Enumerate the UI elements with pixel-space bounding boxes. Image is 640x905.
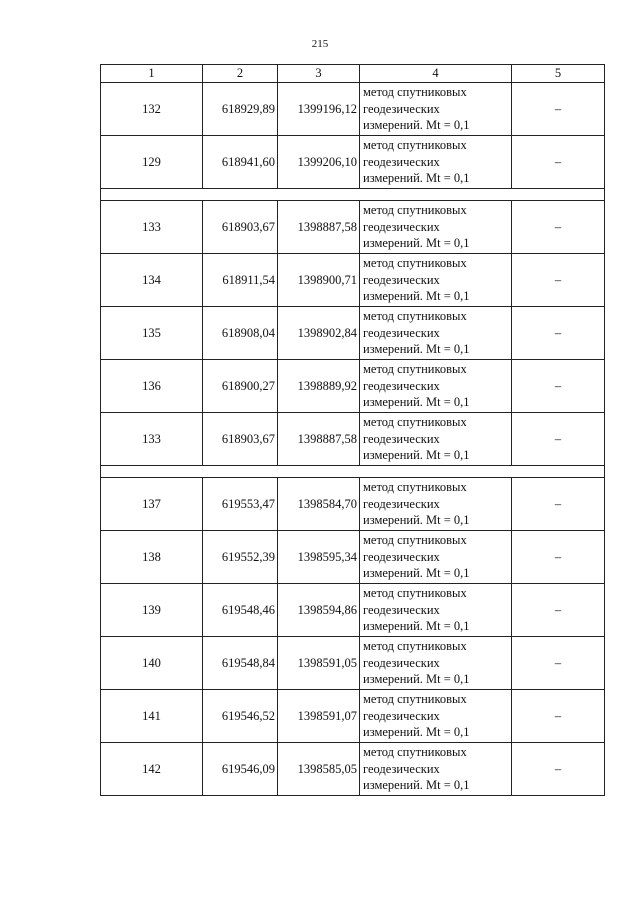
method-line: измерений. Mt = 0,1 (363, 672, 470, 687)
point-number-cell: 133 (101, 201, 203, 254)
method-line: геодезических (363, 655, 440, 670)
table-row (101, 201, 605, 254)
separator-cell (101, 466, 605, 478)
method-line: метод спутниковых (363, 639, 467, 654)
y-coordinate-cell: 1398584,70 (278, 478, 360, 531)
method-cell (360, 413, 512, 466)
x-coordinate-cell: 619546,09 (203, 743, 278, 796)
method-line: измерений. Mt = 0,1 (363, 619, 470, 634)
x-coordinate-cell: 618929,89 (203, 83, 278, 136)
y-coordinate-cell: 1398591,05 (278, 637, 360, 690)
y-coordinate-cell: 1399196,12 (278, 83, 360, 136)
method-cell (360, 201, 512, 254)
point-number-cell: 134 (101, 254, 203, 307)
table-row (101, 531, 605, 584)
method-cell (360, 254, 512, 307)
method-line: геодезических (363, 272, 440, 287)
method-line: метод спутниковых (363, 415, 467, 430)
method-line: измерений. Mt = 0,1 (363, 566, 470, 581)
method-cell (360, 690, 512, 743)
method-cell (360, 584, 512, 637)
header-col-4: 4 (360, 65, 512, 83)
y-coordinate-cell: 1399206,10 (278, 136, 360, 189)
method-line: измерений. Mt = 0,1 (363, 236, 470, 251)
method-line: измерений. Mt = 0,1 (363, 725, 470, 740)
y-coordinate-cell: 1398889,92 (278, 360, 360, 413)
header-col-5: 5 (512, 65, 605, 83)
point-number-cell: 132 (101, 83, 203, 136)
point-number-cell: 137 (101, 478, 203, 531)
method-line: измерений. Mt = 0,1 (363, 513, 470, 528)
section-separator-row (101, 189, 605, 201)
page-number: 215 (311, 38, 329, 50)
note-cell: – (512, 307, 605, 360)
table-row (101, 136, 605, 189)
method-line: метод спутниковых (363, 138, 467, 153)
x-coordinate-cell: 618908,04 (203, 307, 278, 360)
table-body (101, 83, 605, 796)
note-cell: – (512, 136, 605, 189)
method-cell (360, 743, 512, 796)
method-cell (360, 637, 512, 690)
y-coordinate-cell: 1398594,86 (278, 584, 360, 637)
method-line: метод спутниковых (363, 533, 467, 548)
method-line: геодезических (363, 708, 440, 723)
y-coordinate-cell: 1398585,05 (278, 743, 360, 796)
note-cell: – (512, 478, 605, 531)
note-cell: – (512, 254, 605, 307)
note-cell: – (512, 83, 605, 136)
method-line: геодезических (363, 219, 440, 234)
x-coordinate-cell: 619548,84 (203, 637, 278, 690)
method-line: геодезических (363, 101, 440, 116)
method-line: метод спутниковых (363, 362, 467, 377)
note-cell: – (512, 201, 605, 254)
separator-cell (101, 189, 605, 201)
note-cell: – (512, 637, 605, 690)
header-col-2: 2 (203, 65, 278, 83)
method-line: метод спутниковых (363, 256, 467, 271)
table-row (101, 637, 605, 690)
method-line: геодезических (363, 378, 440, 393)
method-line: измерений. Mt = 0,1 (363, 118, 470, 133)
point-number-cell: 129 (101, 136, 203, 189)
note-cell: – (512, 413, 605, 466)
x-coordinate-cell: 618911,54 (203, 254, 278, 307)
point-number-cell: 136 (101, 360, 203, 413)
table-row (101, 413, 605, 466)
method-line: измерений. Mt = 0,1 (363, 778, 470, 793)
point-number-cell: 141 (101, 690, 203, 743)
method-line: метод спутниковых (363, 745, 467, 760)
header-col-1: 1 (101, 65, 203, 83)
method-cell (360, 478, 512, 531)
note-cell: – (512, 584, 605, 637)
section-separator-row (101, 466, 605, 478)
point-number-cell: 133 (101, 413, 203, 466)
x-coordinate-cell: 619548,46 (203, 584, 278, 637)
method-line: измерений. Mt = 0,1 (363, 171, 470, 186)
table-row (101, 690, 605, 743)
table-row (101, 478, 605, 531)
point-number-cell: 138 (101, 531, 203, 584)
method-line: метод спутниковых (363, 85, 467, 100)
table-row (101, 307, 605, 360)
method-line: метод спутниковых (363, 692, 467, 707)
x-coordinate-cell: 618900,27 (203, 360, 278, 413)
method-line: измерений. Mt = 0,1 (363, 289, 470, 304)
y-coordinate-cell: 1398887,58 (278, 201, 360, 254)
table-row (101, 743, 605, 796)
table-row (101, 254, 605, 307)
note-cell: – (512, 743, 605, 796)
x-coordinate-cell: 618903,67 (203, 413, 278, 466)
method-cell (360, 360, 512, 413)
method-line: геодезических (363, 154, 440, 169)
table-row (101, 83, 605, 136)
method-line: измерений. Mt = 0,1 (363, 395, 470, 410)
table-row (101, 584, 605, 637)
point-number-cell: 140 (101, 637, 203, 690)
point-number-cell: 142 (101, 743, 203, 796)
coordinates-table (100, 64, 605, 796)
header-row (101, 65, 605, 83)
note-cell: – (512, 531, 605, 584)
y-coordinate-cell: 1398900,71 (278, 254, 360, 307)
y-coordinate-cell: 1398902,84 (278, 307, 360, 360)
method-line: геодезических (363, 602, 440, 617)
x-coordinate-cell: 618903,67 (203, 201, 278, 254)
method-cell (360, 531, 512, 584)
method-line: геодезических (363, 431, 440, 446)
method-cell (360, 307, 512, 360)
point-number-cell: 139 (101, 584, 203, 637)
method-line: метод спутниковых (363, 480, 467, 495)
y-coordinate-cell: 1398887,58 (278, 413, 360, 466)
method-line: измерений. Mt = 0,1 (363, 448, 470, 463)
x-coordinate-cell: 619546,52 (203, 690, 278, 743)
method-line: геодезических (363, 549, 440, 564)
table-row (101, 360, 605, 413)
y-coordinate-cell: 1398591,07 (278, 690, 360, 743)
x-coordinate-cell: 619553,47 (203, 478, 278, 531)
y-coordinate-cell: 1398595,34 (278, 531, 360, 584)
note-cell: – (512, 690, 605, 743)
point-number-cell: 135 (101, 307, 203, 360)
method-line: метод спутниковых (363, 309, 467, 324)
method-line: измерений. Mt = 0,1 (363, 342, 470, 357)
method-line: геодезических (363, 761, 440, 776)
method-line: геодезических (363, 496, 440, 511)
x-coordinate-cell: 619552,39 (203, 531, 278, 584)
method-line: метод спутниковых (363, 203, 467, 218)
header-col-3: 3 (278, 65, 360, 83)
method-cell (360, 136, 512, 189)
method-cell (360, 83, 512, 136)
method-line: геодезических (363, 325, 440, 340)
note-cell: – (512, 360, 605, 413)
x-coordinate-cell: 618941,60 (203, 136, 278, 189)
method-line: метод спутниковых (363, 586, 467, 601)
